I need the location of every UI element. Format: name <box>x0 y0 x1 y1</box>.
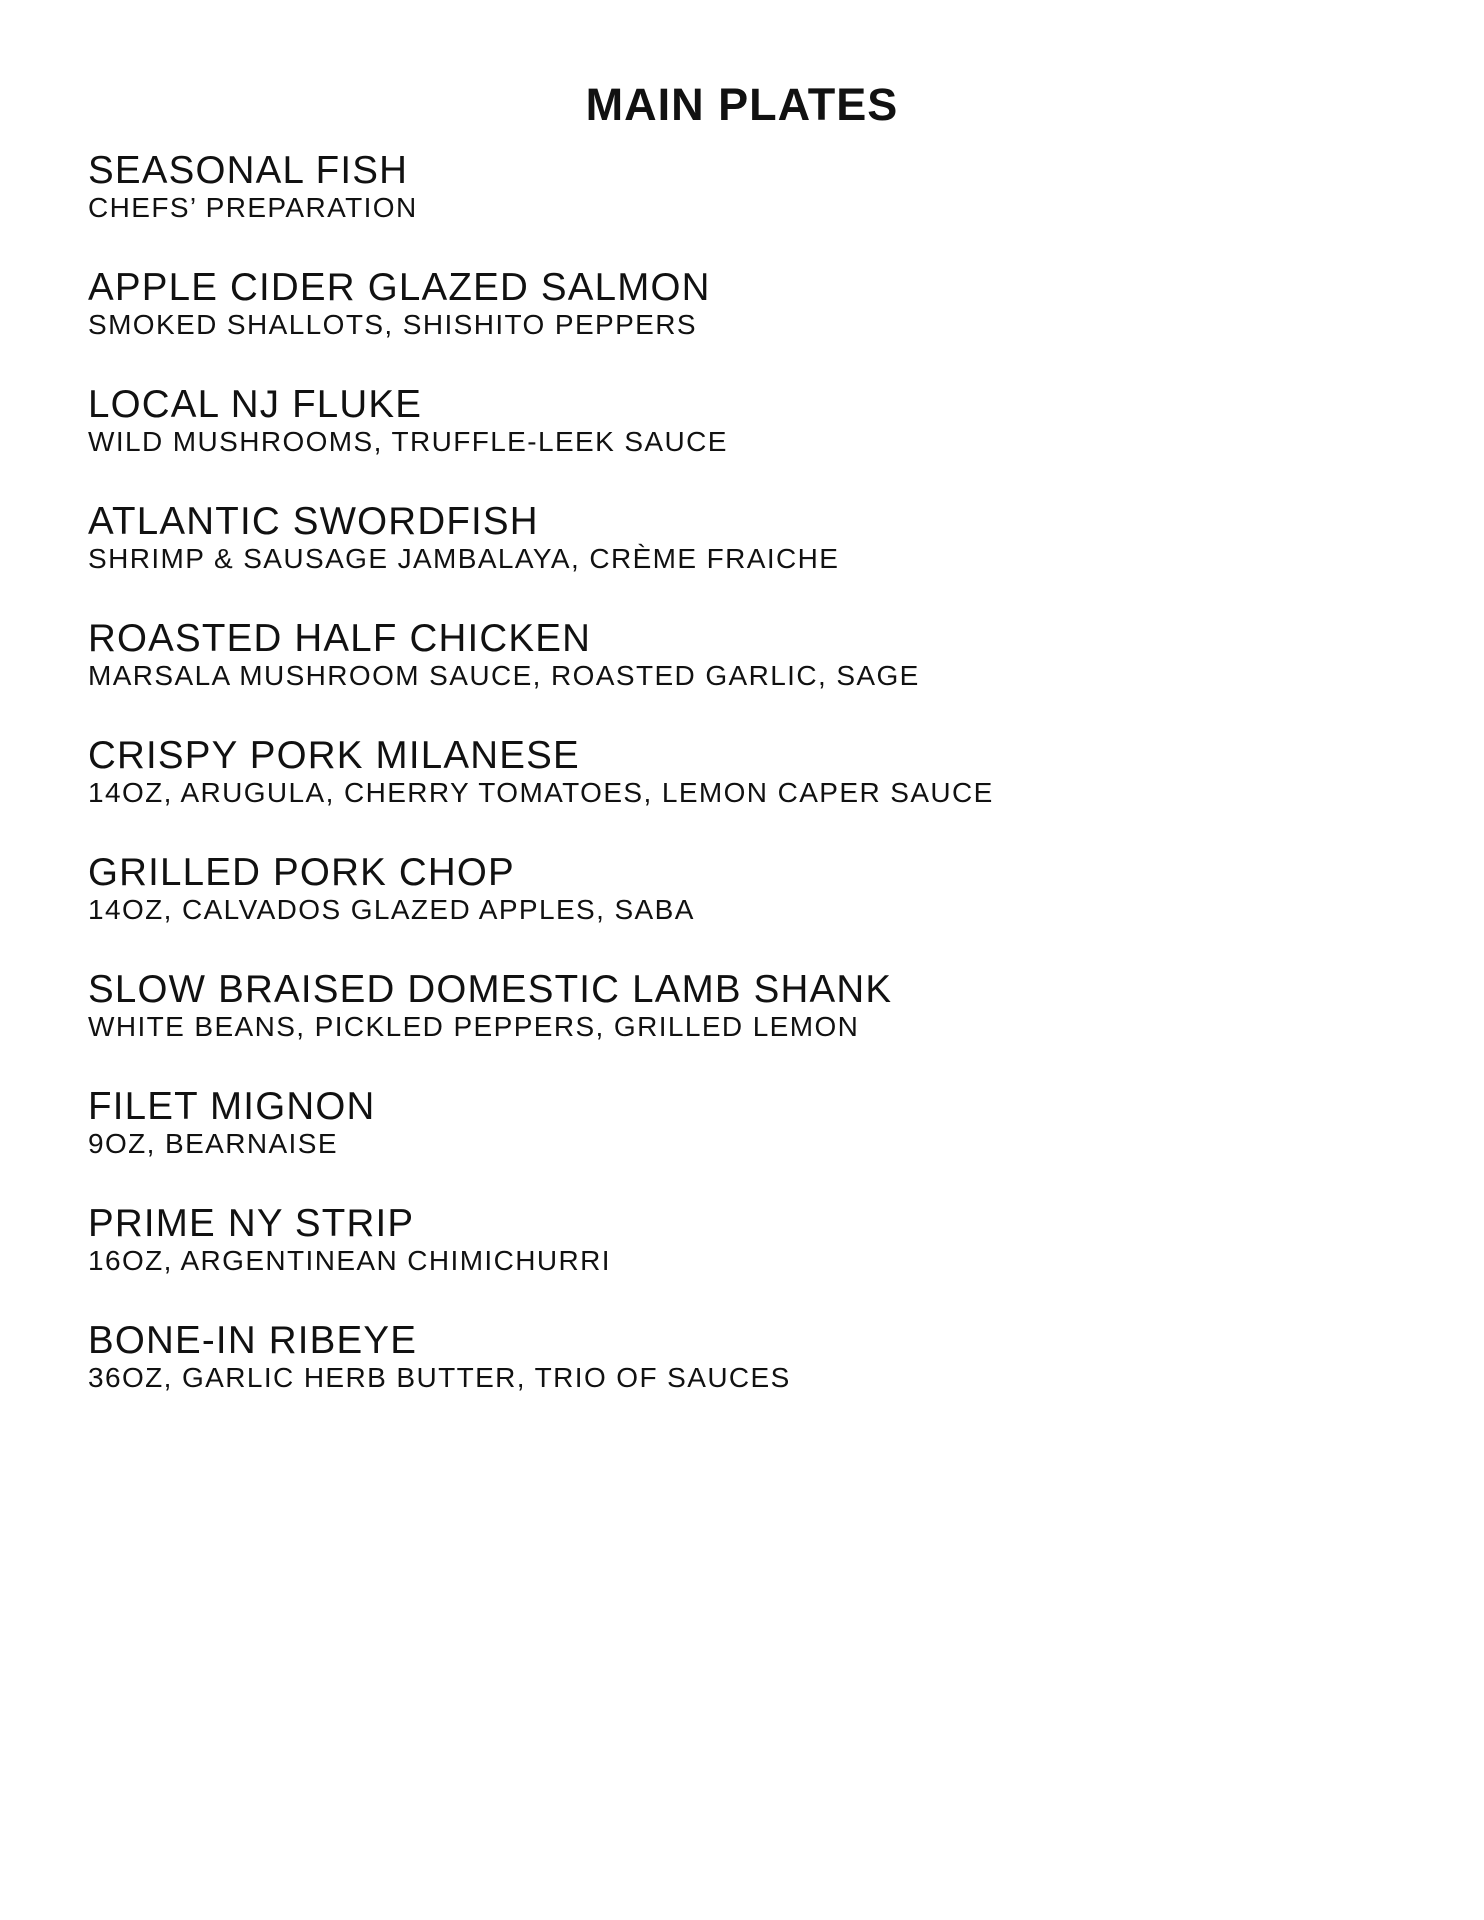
menu-item <box>88 852 1388 969</box>
menu-item-name: BONE-IN RIBEYE <box>88 1319 418 1362</box>
menu-item-description: SMOKED SHALLOTS, SHISHITO PEPPERS <box>88 309 697 340</box>
menu-item-name: GRILLED PORK CHOP <box>88 851 515 894</box>
menu-item <box>88 150 1388 267</box>
menu-item-description: 14OZ, ARUGULA, CHERRY TOMATOES, LEMON CAPER SAUCE <box>88 777 994 808</box>
menu-item-description: MARSALA MUSHROOM SAUCE, ROASTED GARLIC, SAGE <box>88 660 920 691</box>
menu-item-description: WHITE BEANS, PICKLED PEPPERS, GRILLED LEMON <box>88 1011 860 1042</box>
menu-item-name: PRIME NY STRIP <box>88 1202 415 1245</box>
menu-item-description: WILD MUSHROOMS, TRUFFLE-LEEK SAUCE <box>88 426 728 457</box>
page-title: MAIN PLATES <box>585 79 899 130</box>
menu-item <box>88 1320 1388 1437</box>
menu-item-description: 36OZ, GARLIC HERB BUTTER, TRIO OF SAUCES <box>88 1362 791 1393</box>
menu-item-name: LOCAL NJ FLUKE <box>88 383 423 426</box>
menu-item-description: SHRIMP & SAUSAGE JAMBALAYA, CRÈME FRAICHE <box>88 543 840 574</box>
menu-item <box>88 618 1388 735</box>
menu-item-list <box>88 150 1388 1437</box>
menu-item-name: SLOW BRAISED DOMESTIC LAMB SHANK <box>88 968 893 1011</box>
menu-item <box>88 501 1388 618</box>
menu-item-name: ATLANTIC SWORDFISH <box>88 500 539 543</box>
menu-item-description: 14OZ, CALVADOS GLAZED APPLES, SABA <box>88 894 695 925</box>
menu-item-description: 16OZ, ARGENTINEAN CHIMICHURRI <box>88 1245 611 1276</box>
menu-item-name: APPLE CIDER GLAZED SALMON <box>88 266 711 309</box>
menu-item <box>88 735 1388 852</box>
menu-item-name: FILET MIGNON <box>88 1085 376 1128</box>
menu-item <box>88 384 1388 501</box>
menu-item <box>88 969 1388 1086</box>
menu-item-name: SEASONAL FISH <box>88 149 409 192</box>
menu-item <box>88 1203 1388 1320</box>
menu-item-name: ROASTED HALF CHICKEN <box>88 617 592 660</box>
menu-item-description: 9OZ, BEARNAISE <box>88 1128 338 1159</box>
menu-item <box>88 1086 1388 1203</box>
menu-item-description: CHEFS’ PREPARATION <box>88 192 418 223</box>
menu-item <box>88 267 1388 384</box>
menu-item-name: CRISPY PORK MILANESE <box>88 734 580 777</box>
